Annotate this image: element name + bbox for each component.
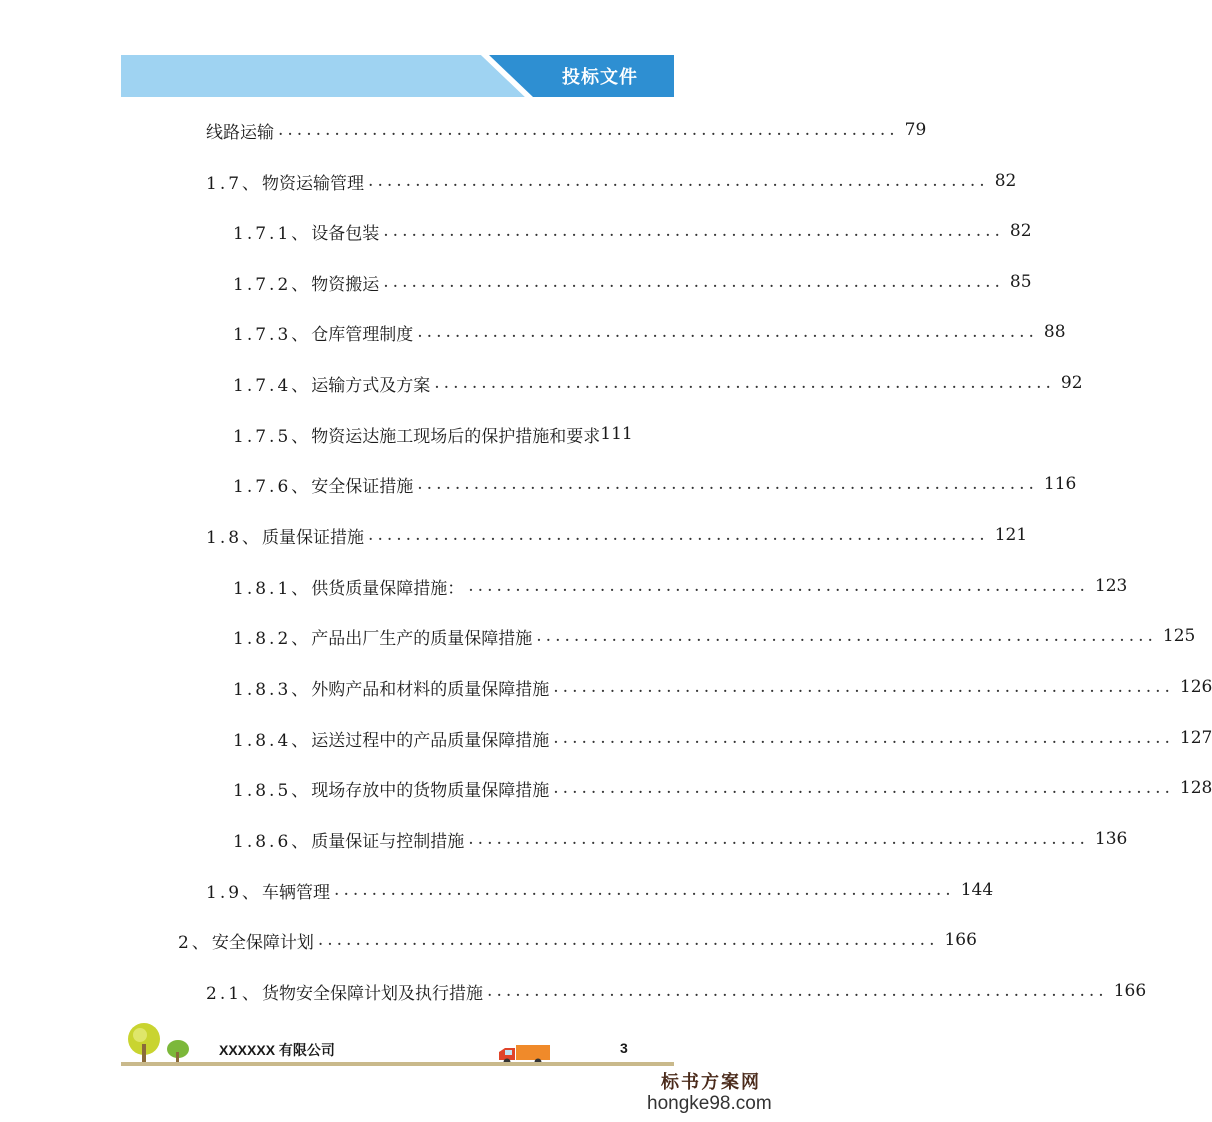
toc-entry-title: 设备包装 (311, 223, 380, 244)
toc-entry-page: 166 (1113, 981, 1147, 1001)
toc-entry-number: 1.8.4、 (233, 730, 312, 751)
toc-entry[interactable] (233, 718, 1212, 758)
toc-entry-page: 79 (904, 120, 927, 140)
toc-entry-number: 1.7.3、 (233, 324, 312, 345)
toc-entry-title: 安全保障计划 (211, 932, 314, 953)
toc-entry[interactable] (233, 667, 1212, 707)
toc-entry-title: 物资运达施工现场后的保护措施和要求 (311, 426, 601, 447)
toc-entry-page: 128 (1179, 778, 1212, 798)
toc-entry[interactable] (233, 616, 1196, 656)
toc-leader-dots: .................................................................. (434, 373, 1055, 393)
toc-entry-page: 121 (994, 525, 1028, 545)
toc-entry-title: 仓库管理制度 (311, 324, 414, 345)
toc-entry[interactable] (206, 870, 994, 910)
toc-leader-dots: .................................................................. (278, 120, 899, 140)
toc-entry-title: 货物安全保障计划及执行措施 (262, 983, 484, 1004)
toc-entry-number: 1.7.4、 (233, 375, 312, 396)
toc-entry-number: 1.7.6、 (233, 476, 312, 497)
watermark-site-name: 标书方案网 (661, 1072, 761, 1093)
trees-icon (126, 1022, 196, 1066)
toc-entry-number: 1.7.2、 (233, 274, 312, 295)
toc-entry-number: 1.8.2、 (233, 628, 312, 649)
toc-entry-number: 1.7.1、 (233, 223, 312, 244)
toc-leader-dots: .................................................................. (317, 930, 939, 950)
toc-entry-number: 1.8.1、 (233, 578, 312, 599)
toc-leader-dots: .................................................................. (553, 778, 1174, 798)
toc-leader-dots: .................................................................. (368, 171, 989, 191)
page-number: 3 (620, 1040, 628, 1056)
toc-entry-page: 127 (1179, 728, 1212, 748)
toc-entry-page: 123 (1094, 576, 1128, 596)
footer-rule (121, 1062, 674, 1066)
toc-entry[interactable] (233, 566, 1128, 606)
toc-entry-title: 质量保证措施 (262, 527, 365, 548)
document-type-title: 投标文件 (562, 67, 638, 87)
toc-leader-dots: .................................................................. (468, 829, 1089, 849)
toc-entry[interactable] (233, 262, 1032, 302)
toc-entry-page: 85 (1009, 272, 1032, 292)
toc-entry-title: 产品出厂生产的质量保障措施 (311, 628, 533, 649)
toc-entry-title: 安全保证措施 (311, 476, 414, 497)
toc-entry-number: 2、 (178, 932, 212, 953)
toc-entry-title: 运送过程中的产品质量保障措施 (311, 730, 550, 751)
toc-entry-title: 现场存放中的货物质量保障措施 (311, 780, 550, 801)
toc-entry-number: 1.7.5、 (233, 426, 312, 447)
toc-entry-page: 111 (600, 424, 633, 444)
toc-entry-title: 质量保证与控制措施 (311, 831, 465, 852)
toc-leader-dots: .................................................................. (383, 221, 1004, 241)
toc-entry-title: 线路运输 (206, 122, 274, 143)
toc-entry-title: 供货质量保障措施： (311, 578, 465, 599)
toc-leader-dots: .................................................................. (417, 474, 1038, 494)
toc-leader-dots: .................................................................. (553, 677, 1174, 697)
toc-entry-title: 车辆管理 (262, 882, 331, 903)
toc-entry[interactable] (178, 920, 977, 960)
toc-leader-dots: .................................................................. (487, 981, 1108, 1001)
toc-entry-page: 136 (1094, 829, 1128, 849)
toc-entry-title: 物资搬运 (311, 274, 380, 295)
toc-entry-number: 2.1、 (206, 983, 263, 1004)
toc-entry[interactable] (233, 211, 1032, 251)
page-header (121, 55, 674, 97)
toc-entry-page: 92 (1060, 373, 1083, 393)
toc-entry-title: 物资运输管理 (262, 173, 365, 194)
toc-entry[interactable] (206, 971, 1147, 1011)
toc-entry-page: 126 (1179, 677, 1212, 697)
toc-leader-dots: .................................................................. (368, 525, 989, 545)
toc-entry[interactable] (233, 363, 1083, 403)
toc-entry-number: 1.8.3、 (233, 679, 312, 700)
toc-entry[interactable] (206, 161, 1017, 201)
toc-entry[interactable] (233, 768, 1212, 808)
toc-leader-dots: .................................................................. (334, 880, 955, 900)
toc-entry-page: 82 (994, 171, 1017, 191)
toc-entry[interactable] (233, 464, 1077, 504)
toc-entry-title: 外购产品和材料的质量保障措施 (311, 679, 550, 700)
toc-leader-dots: .................................................................. (383, 272, 1004, 292)
toc-entry[interactable] (233, 414, 703, 454)
toc-entry[interactable] (206, 110, 927, 150)
toc-entry-page: 166 (944, 930, 977, 950)
toc-entry[interactable] (206, 515, 1028, 555)
toc-entry-page: 125 (1162, 626, 1196, 646)
company-name: XXXXXX 有限公司 (219, 1042, 335, 1058)
toc-entry-page: 82 (1009, 221, 1032, 241)
toc-entry-page: 116 (1043, 474, 1077, 494)
toc-entry[interactable] (233, 312, 1066, 352)
toc-entry-number: 1.7、 (206, 173, 263, 194)
toc-entry[interactable] (233, 819, 1128, 859)
toc-leader-dots: .................................................................. (417, 322, 1038, 342)
toc-entry-number: 1.8.5、 (233, 780, 312, 801)
toc-leader-dots: .................................................................. (536, 626, 1157, 646)
toc-entry-number: 1.8、 (206, 527, 263, 548)
toc-entry-number: 1.9、 (206, 882, 263, 903)
toc-leader-dots: .................................................................. (553, 728, 1174, 748)
toc-entry-title: 运输方式及方案 (311, 375, 431, 396)
toc-entry-page: 144 (960, 880, 994, 900)
toc-entry-page: 88 (1043, 322, 1066, 342)
toc-entry-number: 1.8.6、 (233, 831, 312, 852)
watermark-url: hongke98.com (647, 1093, 772, 1114)
toc-leader-dots: .................................................................. (468, 576, 1089, 596)
